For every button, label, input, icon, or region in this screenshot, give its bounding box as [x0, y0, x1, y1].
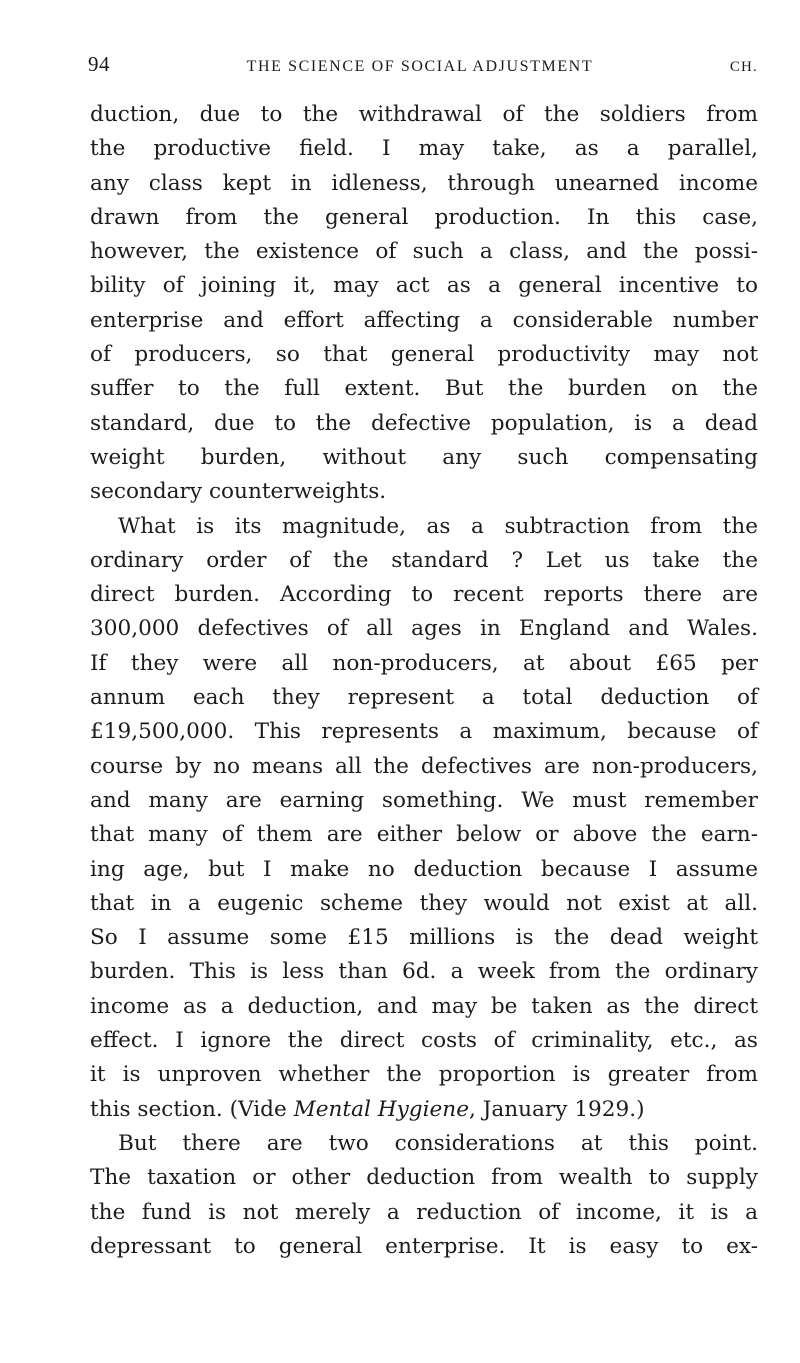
text-line: ordinary order of the standard ? Let us take the: [90, 547, 758, 573]
text-line: any class kept in idleness, through unearned income: [90, 170, 758, 196]
text-line: If they were all non-producers, at about £65 per: [90, 650, 758, 676]
text-line: income as a deduction, and may be taken as the direct: [90, 993, 758, 1019]
chapter-abbrev: CH.: [729, 59, 758, 75]
body-text: [90, 98, 758, 1264]
text-line: however, the existence of such a class, and the possi-: [90, 239, 758, 265]
text-line: depressant to general enterprise. It is easy to ex-: [90, 1233, 758, 1259]
text-line: But there are two considerations at this point.: [118, 1130, 758, 1156]
page-number: 94: [88, 52, 110, 76]
text-line: secondary counterweights.: [90, 479, 387, 505]
text-line: it is unproven whether the proportion is greater from: [90, 1062, 758, 1088]
citation-tail: , January 1929.): [468, 1096, 645, 1122]
text-line: course by no means all the defectives are non-producers,: [90, 753, 758, 779]
running-title: THE SCIENCE OF SOCIAL ADJUSTMENT: [246, 58, 594, 75]
text-line: direct burden. According to recent reports there are: [90, 582, 758, 608]
running-head: [90, 52, 758, 92]
text-line: annum each they represent a total deduction of: [90, 685, 758, 711]
text-line: suffer to the full extent. But the burden on the: [90, 376, 758, 402]
text-line: enterprise and effort affecting a considerable number: [90, 307, 758, 333]
text-line: and many are earning something. We must remember: [90, 787, 758, 813]
text-line: the productive field. I may take, as a parallel,: [90, 136, 758, 162]
text-line: that many of them are either below or above the earn-: [90, 822, 758, 848]
text-line: ing age, but I make no deduction because I assume: [90, 856, 758, 882]
journal-title: Mental Hygiene: [293, 1096, 469, 1122]
text-line: £19,500,000. This represents a maximum, because of: [90, 719, 758, 745]
text-line: The taxation or other deduction from wealth to supply: [90, 1165, 758, 1191]
text-line: that in a eugenic scheme they would not exist at all.: [90, 890, 758, 916]
text-line: bility of joining it, may act as a general incentive to: [90, 273, 758, 299]
text-line: burden. This is less than 6d. a week from the ordinary: [90, 959, 758, 985]
text-line: So I assume some £15 millions is the dead weight: [90, 925, 758, 951]
book-page: [90, 52, 758, 1264]
citation-lead: this section. (Vide: [90, 1096, 294, 1122]
text-line: What is its magnitude, as a subtraction from the: [118, 513, 758, 539]
text-line-with-citation: [90, 1093, 758, 1127]
text-line: standard, due to the defective population, is a dead: [90, 410, 758, 436]
text-line: effect. I ignore the direct costs of criminality, etc., as: [90, 1028, 758, 1054]
text-line: the fund is not merely a reduction of income, it is a: [90, 1199, 758, 1225]
text-line: duction, due to the withdrawal of the soldiers from: [90, 102, 758, 127]
text-line: of producers, so that general productivity may not: [90, 342, 758, 368]
text-line: 300,000 defectives of all ages in England and Wales.: [90, 616, 758, 642]
text-line: drawn from the general production. In this case,: [90, 204, 758, 230]
text-line: weight burden, without any such compensating: [90, 444, 758, 470]
